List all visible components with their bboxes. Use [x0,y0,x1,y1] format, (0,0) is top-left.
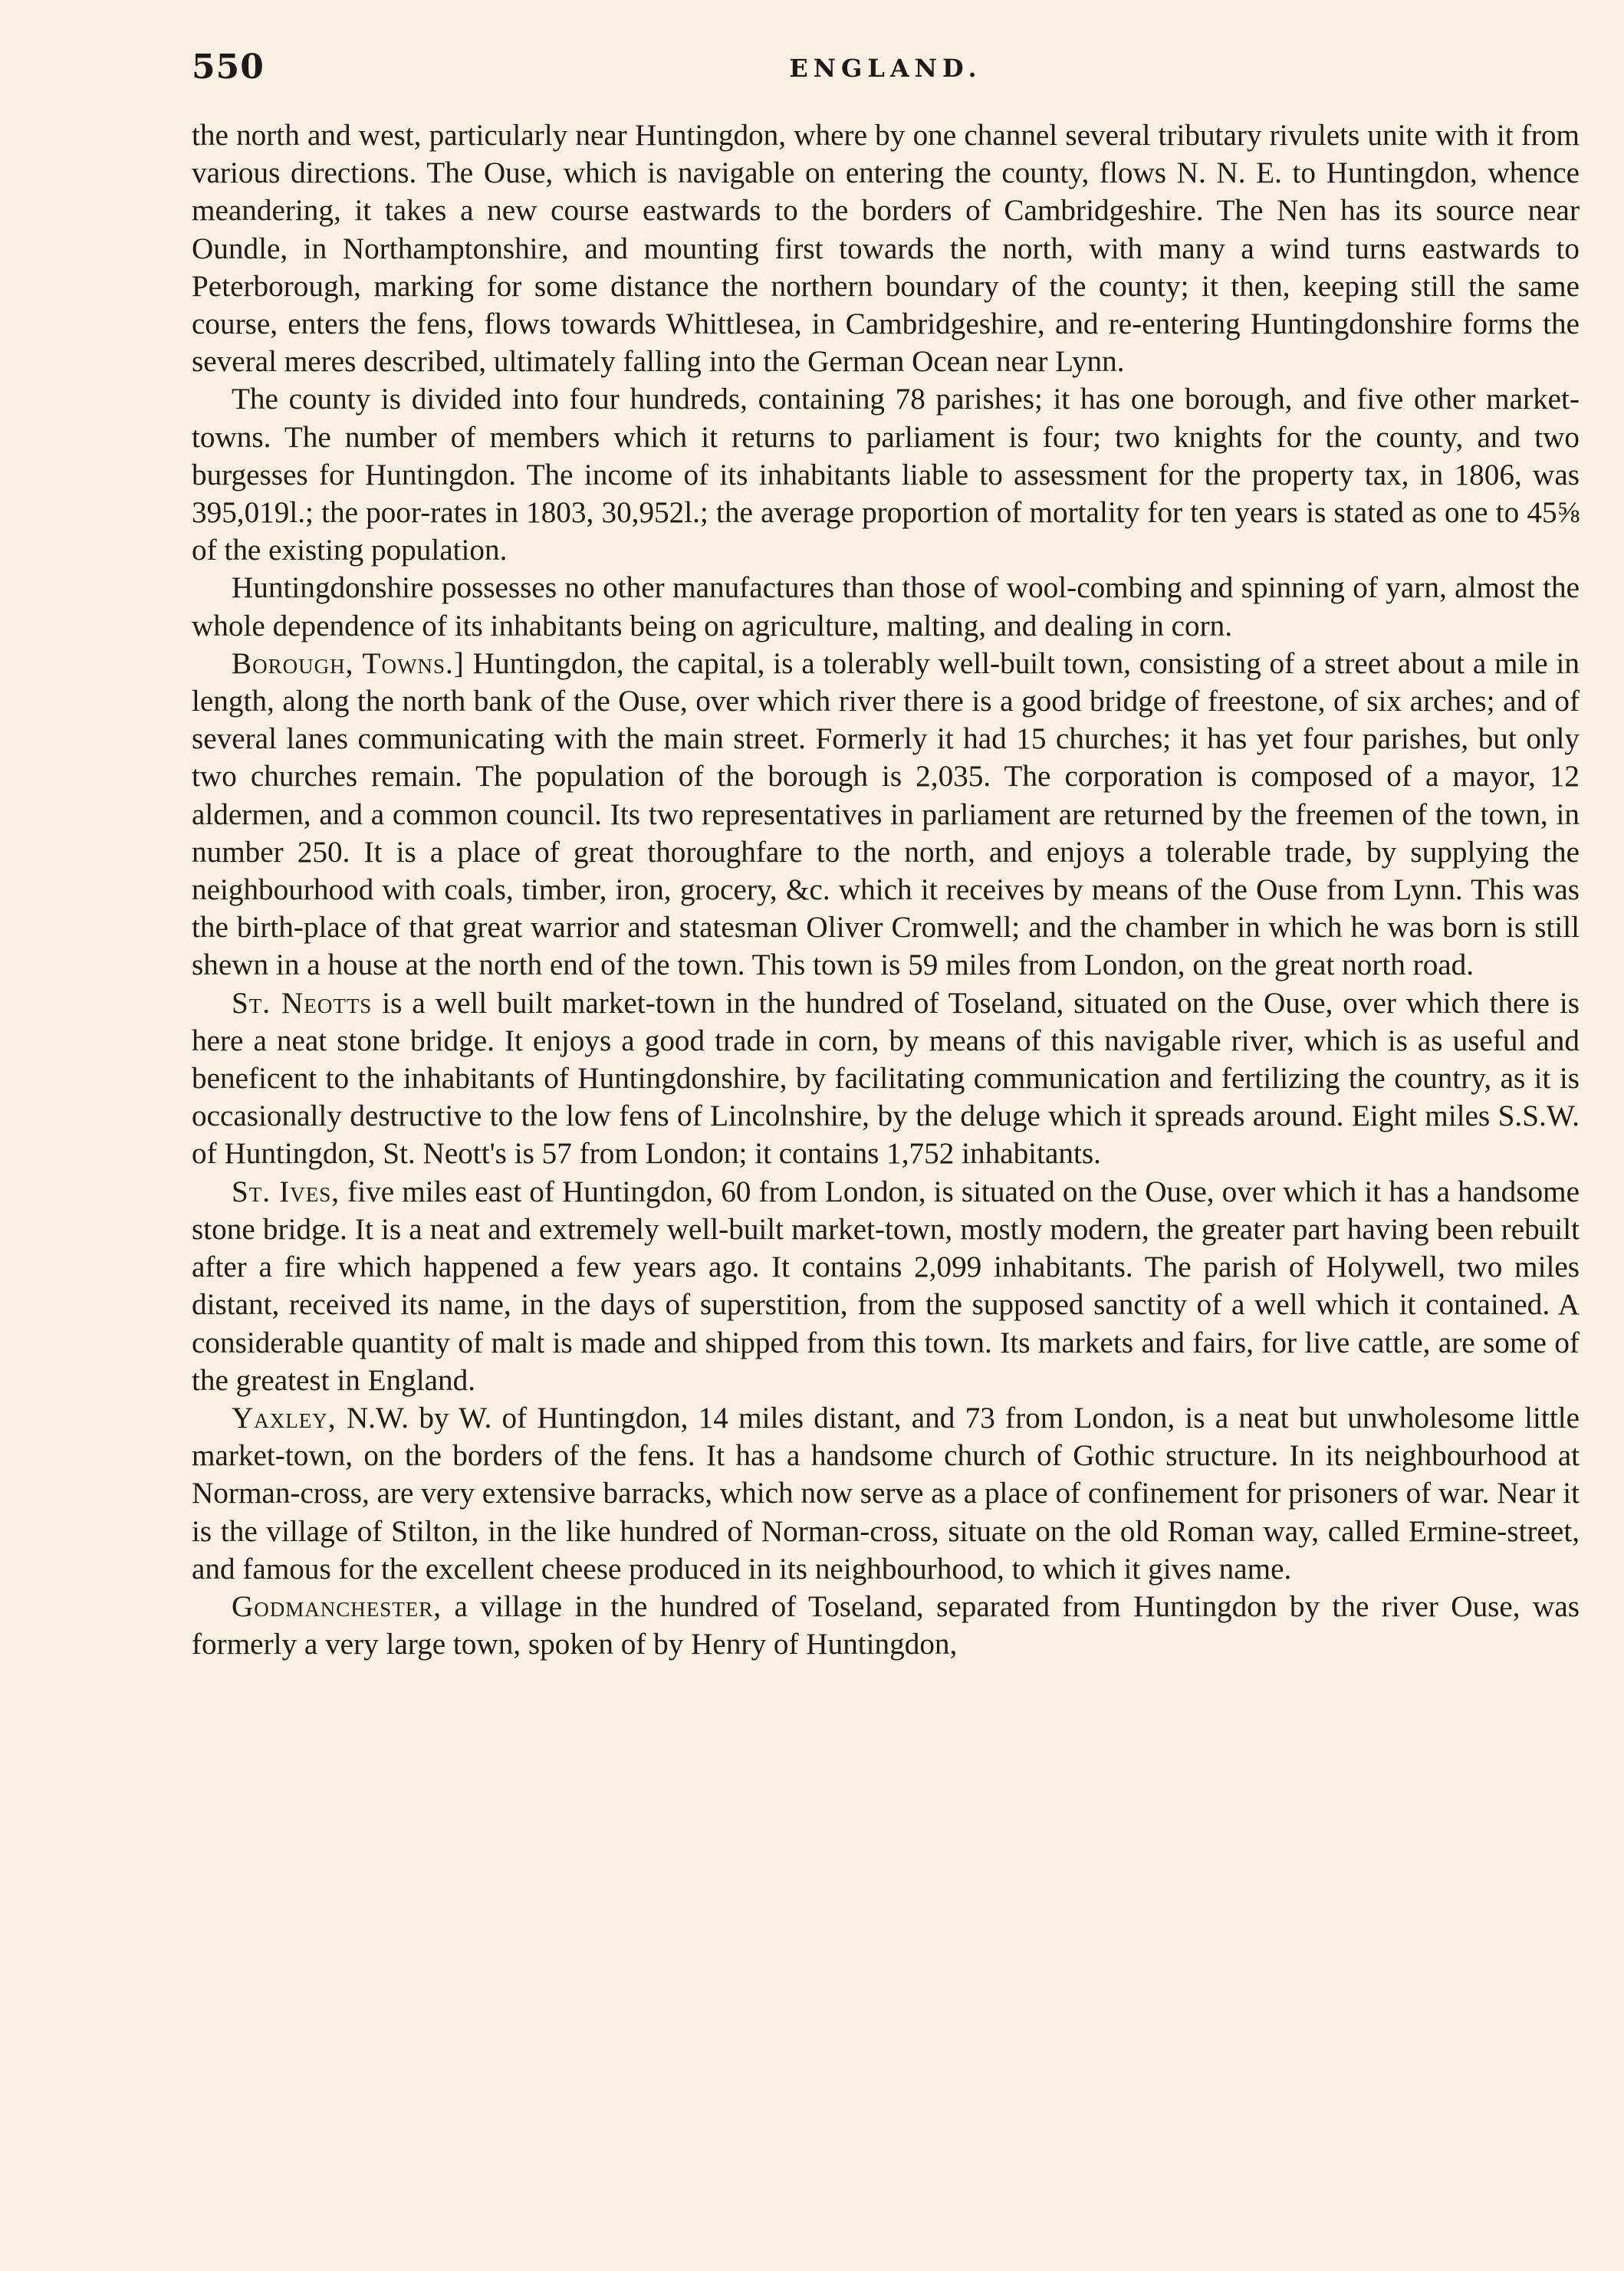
page-header [192,48,1580,94]
paragraph-text: is a well built market-town in the hundred of Toseland, situated on the Ouse, over which there is here a neat stone bridge. It enjoys a good trade in corn, by means of this navigable river, which is as useful and beneficent to the inhabitants of Huntingdonshire, by facilitating communication and fertilizing the country, as it is occasionally destructive to the low fens of Lincolnshire, by the deluge which it spreads around. Eight miles S.S.W. of Huntingdon, St. Neott's is 57 from London; it contains 1,752 inhabitants. [192,986,1580,1171]
paragraph-text: Huntingdonshire possesses no other manufactures than those of wool-combing and spinning of yarn, almost the whole dependence of its inhabitants being on agriculture, malting, and dealing in corn. [192,571,1580,643]
paragraph-yaxley [192,1399,1580,1588]
body-text [192,117,1580,1663]
paragraph-text: N.W. by W. of Huntingdon, 14 miles distant, and 73 from London, is a neat but unwholesome little market-town, on the borders of the fens. It has a handsome church of Gothic structure. In its neighbourhood at Norman-cross, are very extensive barracks, which now serve as a place of confinement for prisoners of war. Near it is the village of Stilton, in the like hundred of Norman-cross, situate on the old Roman way, called Ermine-street, and famous for the excellent cheese produced in its neighbourhood, to which it gives name. [192,1401,1580,1586]
paragraph-county-statistics [192,380,1580,569]
section-lead: Godmanchester, [232,1589,442,1623]
section-lead: Borough, Towns.] [232,646,465,680]
paragraph-st-neotts [192,984,1580,1173]
paragraph-text: The county is divided into four hundreds, containing 78 parishes; it has one borough, and five other market-towns. The number of members which it returns to parliament is four; two knights for the county, and two burgesses for Huntingdon. The income of its inhabitants liable to assessment for the property tax, in 1806, was 395,019l.; the poor-rates in 1803, 30,952l.; the average proportion of mortality for ten years is stated as one to 45⅝ of the existing population. [192,383,1580,567]
section-lead: St. Ives, [232,1175,340,1208]
paragraph-text: a village in the hundred of Toseland, separated from Huntingdon by the river Ouse, was formerly a very large town, spoken of by Henry of Huntingdon, [192,1589,1580,1661]
section-lead: St. Neotts [232,986,373,1020]
paragraph-godmanchester [192,1588,1580,1663]
page-number: 550 [192,48,265,87]
paragraph-huntingdon [192,645,1580,984]
section-lead: Yaxley, [232,1401,337,1435]
paragraph-manufactures [192,569,1580,644]
paragraph-st-ives [192,1173,1580,1399]
paragraph-text: five miles east of Huntingdon, 60 from London, is situated on the Ouse, over which it has a handsome stone bridge. It is a neat and extremely well-built market-town, mostly modern, the greater part having been rebuilt after a fire which happened a few years ago. It contains 2,099 inhabitants. The parish of Holywell, two miles distant, received its name, in the days of superstition, from the supposed sanctity of a well which it contained. A considerable quantity of malt is made and shipped from this town. Its markets and fairs, for live cattle, are some of the greatest in England. [192,1175,1580,1397]
running-head: ENGLAND. [789,54,982,83]
paragraph-text: Huntingdon, the capital, is a tolerably well-built town, consisting of a street about a mile in length, along the north bank of the Ouse, over which river there is a good bridge of freestone, of six arches; and of several lanes communicating with the main street. Formerly it had 15 churches; it has yet four parishes, but only two churches remain. The population of the borough is 2,035. The corporation is composed of a mayor, 12 aldermen, and a common council. Its two representatives in parliament are returned by the freemen of the town, in number 250. It is a place of great thoroughfare to the north, and enjoys a tolerable trade, by supplying the neighbourhood with coals, timber, iron, grocery, &c. which it receives by means of the Ouse from Lynn. This was the birth-place of that great warrior and statesman Oliver Cromwell; and the chamber in which he was born is still shewn in a house at the north end of the town. This town is 59 miles from London, on the great north road. [192,646,1580,982]
paragraph-ouse-nen [192,117,1580,380]
paragraph-text: the north and west, particularly near Huntingdon, where by one channel several tributary rivulets unite with it from various directions. The Ouse, which is navigable on entering the county, flows N. N. E. to Huntingdon, whence meandering, it takes a new course eastwards to the borders of Cambridgeshire. The Nen has its source near Oundle, in Northamptonshire, and mounting first towards the north, with many a wind turns eastwards to Peterborough, marking for some distance the northern boundary of the county; it then, keeping still the same course, enters the fens, flows towards Whittlesea, in Cambridgeshire, and re-entering Huntingdonshire forms the several meres described, ultimately falling into the German Ocean near Lynn. [192,119,1580,379]
